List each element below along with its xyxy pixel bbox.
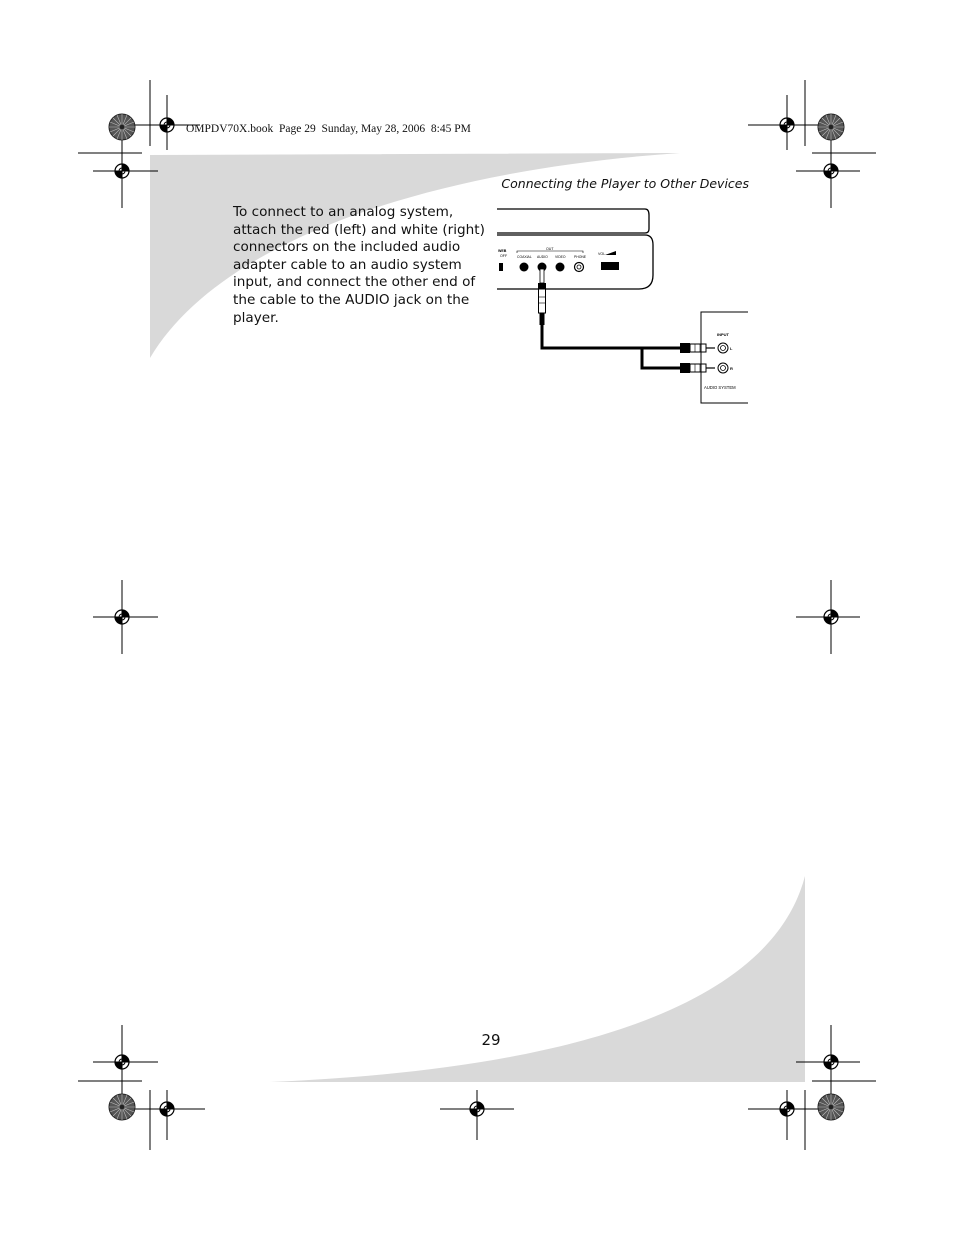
web-switch — [499, 263, 503, 271]
audio-system-label: AUDIO SYSTEM — [704, 385, 736, 390]
out-label: OUT — [546, 247, 554, 251]
video-jack — [556, 263, 565, 272]
vol-label: VOL — [598, 252, 606, 256]
audio-plug — [538, 269, 546, 325]
player-illustration — [497, 209, 653, 289]
rca-plug-right — [680, 363, 715, 373]
vol-ramp-icon — [605, 251, 616, 255]
audio-label: AUDIO — [537, 255, 548, 259]
web-label: WEB — [498, 249, 507, 253]
coaxial-jack — [520, 263, 529, 272]
audio-cable — [542, 325, 680, 368]
print-slug: OMPDV70X.book Page 29 Sunday, May 28, 2006 8:45 PM — [186, 123, 471, 135]
out-bracket — [517, 251, 583, 253]
rca-plug-left — [680, 343, 715, 353]
left-channel-label: L — [730, 346, 733, 351]
off-label: OFF — [500, 254, 508, 258]
input-jack-right-inner — [721, 366, 726, 371]
input-jack-right — [718, 363, 728, 373]
phone-jack — [575, 263, 584, 272]
phone-jack-inner — [577, 265, 581, 269]
phone-label: PHONE — [574, 255, 587, 259]
input-jack-left — [718, 343, 728, 353]
volume-wheel — [601, 262, 619, 270]
connection-diagram — [495, 205, 755, 405]
page-number: 29 — [481, 1031, 501, 1049]
running-header: Connecting the Player to Other Devices — [501, 176, 749, 191]
input-label: INPUT — [717, 332, 729, 337]
right-channel-label: R — [730, 366, 733, 371]
input-jack-left-inner — [721, 346, 726, 351]
video-label: VIDEO — [555, 255, 566, 259]
coaxial-label: COAXIAL — [517, 255, 532, 259]
body-paragraph: To connect to an analog system, attach the red (left) and white (right) connectors on the included audio adapter cable to an audio system input, and connect the other end of the cable to the AUDIO jack on the player. — [233, 204, 485, 326]
